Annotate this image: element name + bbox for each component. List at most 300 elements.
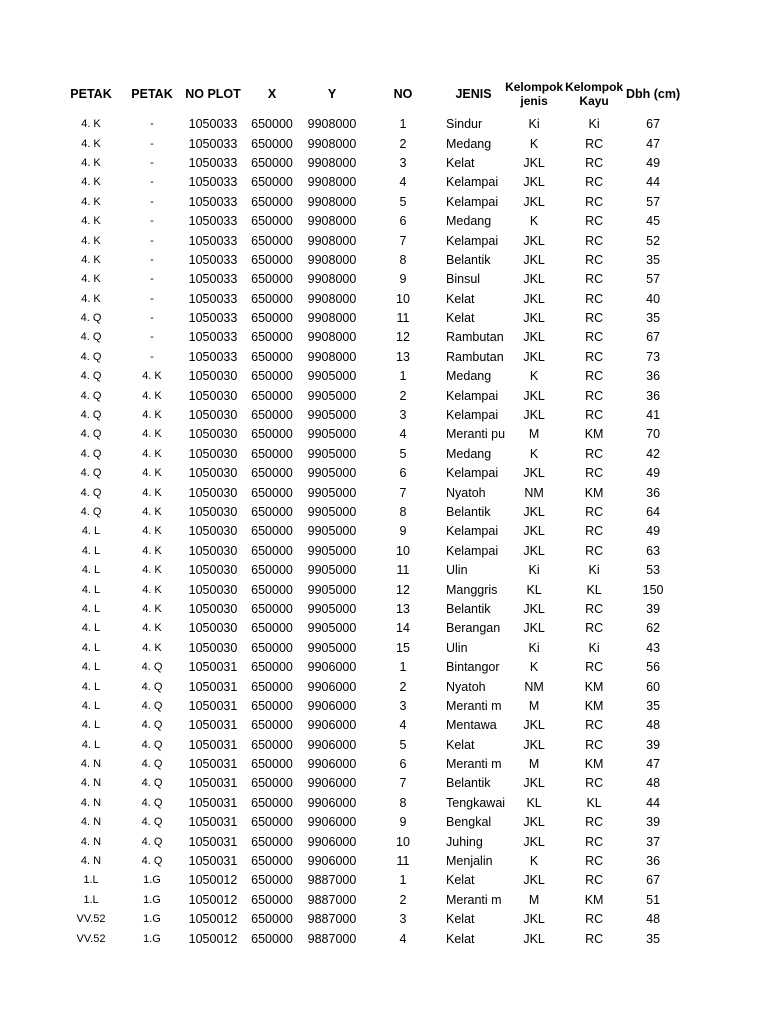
cell-kelompok-kayu: RC bbox=[585, 155, 604, 170]
cell-kelompok-jenis: K bbox=[529, 854, 539, 869]
cell-petak-2: 1.G bbox=[143, 874, 161, 887]
cell-petak-2: 4. Q bbox=[141, 758, 163, 771]
cell-petak: 4. Q bbox=[80, 428, 102, 441]
cell-no: 10 bbox=[396, 543, 410, 558]
cell-petak: 4. N bbox=[80, 758, 102, 771]
cell-kelompok-jenis: M bbox=[528, 698, 540, 713]
cell-kelompok-kayu: RC bbox=[585, 252, 604, 267]
table-row bbox=[60, 600, 681, 619]
cell-petak: 4. Q bbox=[80, 312, 102, 325]
table-row bbox=[60, 580, 681, 599]
cell-dbh: 41 bbox=[646, 408, 661, 423]
cell-x: 650000 bbox=[251, 873, 293, 888]
cell-petak: 4. L bbox=[81, 641, 101, 654]
cell-no-plot: 1050030 bbox=[188, 543, 238, 558]
cell-no: 15 bbox=[396, 640, 410, 655]
cell-kelompok-kayu: RC bbox=[585, 601, 604, 616]
cell-kelompok-jenis: JKL bbox=[523, 601, 545, 616]
cell-kelompok-jenis: KL bbox=[526, 582, 542, 597]
table-row bbox=[60, 929, 681, 948]
cell-no-plot: 1050030 bbox=[188, 640, 238, 655]
cell-no-plot: 1050031 bbox=[188, 854, 238, 869]
cell-kelompok-kayu: RC bbox=[585, 543, 604, 558]
cell-petak: 4. N bbox=[80, 835, 102, 848]
cell-petak: 4. L bbox=[81, 738, 101, 751]
cell-x: 650000 bbox=[251, 698, 293, 713]
cell-no: 5 bbox=[399, 194, 407, 209]
cell-no: 8 bbox=[399, 795, 407, 810]
table-row bbox=[60, 716, 681, 735]
cell-y: 9908000 bbox=[307, 291, 357, 306]
cell-x: 650000 bbox=[251, 737, 293, 752]
cell-dbh: 53 bbox=[646, 563, 661, 578]
cell-y: 9906000 bbox=[307, 834, 357, 849]
cell-y: 9905000 bbox=[307, 582, 357, 597]
cell-petak: 4. L bbox=[81, 602, 101, 615]
table-row bbox=[60, 115, 681, 134]
cell-petak: 4. Q bbox=[80, 467, 102, 480]
cell-no: 4 bbox=[399, 718, 407, 733]
table-row bbox=[60, 639, 681, 658]
cell-x: 650000 bbox=[251, 446, 293, 461]
cell-petak: 4. N bbox=[80, 855, 102, 868]
cell-petak-2: - bbox=[150, 215, 154, 228]
header-petak: PETAK bbox=[70, 86, 112, 101]
cell-x: 650000 bbox=[251, 505, 293, 519]
cell-dbh: 48 bbox=[646, 776, 661, 791]
table-row bbox=[60, 755, 681, 774]
cell-y: 9905000 bbox=[307, 505, 357, 519]
cell-kelompok-jenis: Ki bbox=[528, 563, 540, 578]
cell-y: 9908000 bbox=[307, 175, 357, 190]
cell-jenis: Ulin bbox=[446, 640, 468, 655]
cell-kelompok-kayu: RC bbox=[585, 272, 604, 287]
cell-kelompok-kayu: RC bbox=[585, 660, 604, 675]
cell-dbh: 36 bbox=[646, 388, 661, 403]
header-y: Y bbox=[327, 86, 337, 101]
cell-x: 650000 bbox=[251, 621, 293, 636]
cell-kelompok-kayu: RC bbox=[585, 505, 604, 519]
header-no-plot: NO PLOT bbox=[185, 86, 241, 101]
cell-kelompok-jenis: JKL bbox=[523, 718, 545, 733]
cell-kelompok-jenis: M bbox=[528, 427, 540, 442]
cell-no-plot: 1050030 bbox=[188, 563, 238, 578]
cell-kelompok-kayu: RC bbox=[585, 349, 604, 364]
cell-kelompok-jenis: JKL bbox=[523, 349, 545, 364]
cell-petak-2: - bbox=[150, 253, 154, 266]
cell-no: 7 bbox=[399, 776, 407, 791]
cell-no-plot: 1050033 bbox=[188, 291, 238, 306]
cell-y: 9908000 bbox=[307, 194, 357, 209]
cell-x: 650000 bbox=[251, 524, 293, 539]
cell-no-plot: 1050012 bbox=[188, 931, 238, 946]
cell-kelompok-jenis: JKL bbox=[523, 815, 545, 830]
cell-no-plot: 1050033 bbox=[188, 194, 238, 209]
cell-kelompok-jenis: JKL bbox=[523, 155, 545, 170]
table-row bbox=[60, 736, 681, 755]
cell-kelompok-jenis: JKL bbox=[523, 233, 545, 248]
cell-kelompok-kayu: RC bbox=[585, 175, 604, 190]
table-row bbox=[60, 658, 681, 677]
cell-no-plot: 1050031 bbox=[188, 679, 238, 694]
cell-kelompok-kayu: KM bbox=[584, 427, 604, 442]
cell-kelompok-jenis: K bbox=[529, 660, 539, 675]
cell-kelompok-jenis: JKL bbox=[523, 388, 545, 403]
cell-x: 650000 bbox=[251, 155, 293, 170]
table-row bbox=[60, 794, 681, 813]
cell-petak: 4. Q bbox=[80, 486, 102, 499]
cell-petak-2: - bbox=[150, 312, 154, 325]
table-row bbox=[60, 367, 681, 386]
cell-dbh: 51 bbox=[646, 892, 661, 907]
cell-kelompok-kayu: RC bbox=[585, 912, 604, 927]
cell-jenis: Kelat bbox=[446, 311, 475, 326]
cell-x: 650000 bbox=[251, 892, 293, 907]
cell-petak: 1.L bbox=[83, 893, 99, 906]
table-row bbox=[60, 231, 681, 250]
table-row bbox=[60, 328, 681, 347]
cell-no-plot: 1050031 bbox=[188, 698, 238, 713]
cell-petak: 4. L bbox=[81, 661, 101, 674]
cell-y: 9908000 bbox=[307, 233, 357, 248]
cell-y: 9906000 bbox=[307, 737, 357, 752]
cell-petak: 4. K bbox=[81, 215, 101, 228]
cell-jenis: Kelampai bbox=[446, 466, 499, 481]
cell-y: 9908000 bbox=[307, 311, 357, 326]
cell-petak-2: - bbox=[150, 331, 154, 344]
cell-kelompok-kayu: RC bbox=[585, 737, 604, 752]
cell-x: 650000 bbox=[251, 718, 293, 733]
cell-no: 2 bbox=[399, 892, 407, 907]
cell-y: 9905000 bbox=[307, 427, 357, 442]
cell-petak: 4. K bbox=[81, 195, 101, 208]
table-row bbox=[60, 677, 681, 696]
cell-no: 4 bbox=[399, 427, 407, 442]
cell-kelompok-kayu: RC bbox=[585, 776, 604, 791]
table-row bbox=[60, 134, 681, 153]
header-kelompok-kayu: Kelompok Kayu bbox=[565, 80, 624, 108]
cell-no-plot: 1050030 bbox=[188, 524, 238, 539]
cell-kelompok-kayu: RC bbox=[585, 466, 604, 481]
cell-x: 650000 bbox=[251, 795, 293, 810]
cell-y: 9905000 bbox=[307, 601, 357, 616]
cell-kelompok-jenis: JKL bbox=[523, 194, 545, 209]
cell-no-plot: 1050030 bbox=[188, 427, 238, 442]
cell-jenis: Belantik bbox=[446, 601, 491, 616]
cell-petak-2: 4. K bbox=[142, 467, 162, 480]
cell-x: 650000 bbox=[251, 834, 293, 849]
cell-jenis: Kelampai bbox=[446, 233, 499, 248]
cell-y: 9906000 bbox=[307, 679, 357, 694]
table-row bbox=[60, 852, 681, 871]
cell-kelompok-kayu: RC bbox=[585, 873, 604, 888]
cell-jenis: Belantik bbox=[446, 776, 491, 791]
table-row bbox=[60, 386, 681, 405]
cell-x: 650000 bbox=[251, 388, 293, 403]
table-row bbox=[60, 503, 681, 522]
cell-y: 9905000 bbox=[307, 369, 357, 384]
cell-jenis: Medang bbox=[446, 369, 492, 384]
cell-kelompok-jenis: JKL bbox=[523, 272, 545, 287]
cell-jenis: Juhing bbox=[446, 834, 483, 849]
cell-x: 650000 bbox=[251, 815, 293, 830]
cell-no-plot: 1050031 bbox=[188, 815, 238, 830]
cell-no: 2 bbox=[399, 388, 407, 403]
cell-jenis: Rambutan bbox=[446, 330, 504, 345]
cell-y: 9905000 bbox=[307, 524, 357, 539]
cell-no: 5 bbox=[399, 446, 407, 461]
cell-no-plot: 1050012 bbox=[188, 873, 238, 888]
cell-kelompok-kayu: Ki bbox=[588, 117, 600, 132]
cell-dbh: 70 bbox=[646, 427, 661, 442]
cell-kelompok-kayu: KL bbox=[586, 795, 602, 810]
cell-petak-2: 4. Q bbox=[141, 738, 163, 751]
cell-x: 650000 bbox=[251, 640, 293, 655]
cell-no-plot: 1050033 bbox=[188, 311, 238, 326]
cell-dbh: 47 bbox=[646, 136, 661, 151]
cell-no-plot: 1050030 bbox=[188, 408, 238, 423]
cell-x: 650000 bbox=[251, 194, 293, 209]
cell-y: 9908000 bbox=[307, 330, 357, 345]
table-row bbox=[60, 871, 681, 890]
cell-y: 9908000 bbox=[307, 214, 357, 229]
cell-jenis: Tengkawai bbox=[446, 795, 506, 810]
cell-y: 9887000 bbox=[307, 873, 357, 888]
cell-kelompok-jenis: JKL bbox=[523, 505, 545, 519]
cell-no: 1 bbox=[399, 660, 407, 675]
cell-x: 650000 bbox=[251, 854, 293, 869]
cell-petak: 4. K bbox=[81, 253, 101, 266]
table-row bbox=[60, 290, 681, 309]
cell-jenis: Kelat bbox=[446, 155, 475, 170]
cell-petak-2: - bbox=[150, 350, 154, 363]
table-row bbox=[60, 774, 681, 793]
cell-jenis: Kelat bbox=[446, 291, 475, 306]
cell-x: 650000 bbox=[251, 369, 293, 384]
cell-petak-2: - bbox=[150, 176, 154, 189]
cell-petak: 4. Q bbox=[80, 409, 102, 422]
cell-kelompok-jenis: JKL bbox=[523, 931, 545, 946]
cell-petak-2: 4. K bbox=[142, 370, 162, 383]
cell-kelompok-jenis: K bbox=[529, 369, 539, 384]
cell-kelompok-kayu: Ki bbox=[588, 640, 600, 655]
cell-x: 650000 bbox=[251, 776, 293, 791]
cell-no: 8 bbox=[399, 505, 407, 519]
cell-dbh: 35 bbox=[646, 252, 661, 267]
cell-dbh: 42 bbox=[646, 446, 661, 461]
cell-kelompok-jenis: JKL bbox=[523, 330, 545, 345]
cell-dbh: 56 bbox=[646, 660, 661, 675]
cell-x: 650000 bbox=[251, 427, 293, 442]
cell-no: 6 bbox=[399, 214, 407, 229]
cell-y: 9905000 bbox=[307, 543, 357, 558]
cell-no: 7 bbox=[399, 233, 407, 248]
cell-dbh: 39 bbox=[646, 737, 661, 752]
cell-kelompok-jenis: JKL bbox=[523, 737, 545, 752]
table-row bbox=[60, 193, 681, 212]
cell-y: 9905000 bbox=[307, 388, 357, 403]
cell-dbh: 150 bbox=[642, 582, 664, 597]
cell-no: 6 bbox=[399, 466, 407, 481]
cell-petak-2: 4. K bbox=[142, 544, 162, 557]
data-table bbox=[60, 78, 681, 949]
cell-no-plot: 1050033 bbox=[188, 117, 238, 132]
cell-petak-2: 1.G bbox=[143, 913, 161, 926]
cell-petak: 4. Q bbox=[80, 447, 102, 460]
cell-petak-2: 4. K bbox=[142, 428, 162, 441]
cell-petak: 4. K bbox=[81, 176, 101, 189]
cell-petak: 4. N bbox=[80, 816, 102, 829]
header-petak-2: PETAK bbox=[131, 86, 173, 101]
cell-petak: VV.52 bbox=[76, 932, 106, 945]
cell-jenis: Kelampai bbox=[446, 175, 499, 190]
cell-petak: 4. K bbox=[81, 156, 101, 169]
cell-kelompok-kayu: RC bbox=[585, 446, 604, 461]
cell-x: 650000 bbox=[251, 582, 293, 597]
cell-dbh: 36 bbox=[646, 854, 661, 869]
cell-x: 650000 bbox=[251, 272, 293, 287]
cell-x: 650000 bbox=[251, 931, 293, 946]
cell-kelompok-kayu: KM bbox=[584, 679, 604, 694]
cell-jenis: Kelampai bbox=[446, 194, 499, 209]
cell-x: 650000 bbox=[251, 311, 293, 326]
cell-no-plot: 1050031 bbox=[188, 757, 238, 772]
table-row bbox=[60, 270, 681, 289]
cell-y: 9906000 bbox=[307, 718, 357, 733]
cell-kelompok-kayu: Ki bbox=[588, 563, 600, 578]
cell-petak: 1.L bbox=[83, 874, 99, 887]
cell-no: 8 bbox=[399, 252, 407, 267]
cell-no-plot: 1050033 bbox=[188, 330, 238, 345]
cell-y: 9905000 bbox=[307, 563, 357, 578]
cell-kelompok-kayu: KM bbox=[584, 485, 604, 500]
cell-y: 9905000 bbox=[307, 446, 357, 461]
cell-jenis: Belantik bbox=[446, 252, 491, 267]
cell-dbh: 40 bbox=[646, 291, 661, 306]
cell-dbh: 43 bbox=[646, 640, 661, 655]
cell-no: 12 bbox=[396, 330, 410, 345]
cell-no: 2 bbox=[399, 136, 407, 151]
cell-dbh: 37 bbox=[646, 834, 661, 849]
cell-x: 650000 bbox=[251, 252, 293, 267]
cell-jenis: Sindur bbox=[446, 117, 483, 132]
cell-jenis: Bintangor bbox=[446, 660, 500, 675]
cell-y: 9905000 bbox=[307, 640, 357, 655]
cell-jenis: Kelampai bbox=[446, 543, 499, 558]
cell-petak: 4. L bbox=[81, 544, 101, 557]
cell-petak: 4. K bbox=[81, 292, 101, 305]
cell-x: 650000 bbox=[251, 175, 293, 190]
table-row bbox=[60, 212, 681, 231]
cell-kelompok-kayu: RC bbox=[585, 369, 604, 384]
cell-kelompok-kayu: RC bbox=[585, 718, 604, 733]
cell-kelompok-jenis: JKL bbox=[523, 621, 545, 636]
cell-no-plot: 1050030 bbox=[188, 446, 238, 461]
cell-y: 9905000 bbox=[307, 485, 357, 500]
cell-dbh: 35 bbox=[646, 311, 661, 326]
cell-x: 650000 bbox=[251, 349, 293, 364]
cell-dbh: 64 bbox=[646, 505, 661, 519]
cell-dbh: 48 bbox=[646, 912, 661, 927]
cell-no-plot: 1050033 bbox=[188, 136, 238, 151]
cell-kelompok-jenis: NM bbox=[524, 679, 544, 694]
cell-kelompok-jenis: JKL bbox=[523, 311, 545, 326]
cell-no-plot: 1050031 bbox=[188, 737, 238, 752]
cell-no: 14 bbox=[396, 621, 410, 636]
cell-jenis: Mentawa bbox=[446, 718, 497, 733]
cell-jenis: Kelat bbox=[446, 737, 475, 752]
cell-jenis: Kelat bbox=[446, 912, 475, 927]
cell-no-plot: 1050030 bbox=[188, 505, 238, 519]
cell-kelompok-kayu: RC bbox=[585, 408, 604, 423]
table-row bbox=[60, 445, 681, 464]
cell-dbh: 47 bbox=[646, 757, 661, 772]
cell-petak: 4. L bbox=[81, 564, 101, 577]
cell-no-plot: 1050033 bbox=[188, 272, 238, 287]
cell-petak: 4. L bbox=[81, 719, 101, 732]
cell-kelompok-kayu: RC bbox=[585, 311, 604, 326]
cell-petak-2: 4. K bbox=[142, 409, 162, 422]
cell-y: 9906000 bbox=[307, 660, 357, 675]
table-row bbox=[60, 910, 681, 929]
cell-petak-2: - bbox=[150, 234, 154, 247]
cell-y: 9908000 bbox=[307, 117, 357, 132]
cell-no-plot: 1050030 bbox=[188, 582, 238, 597]
cell-kelompok-jenis: JKL bbox=[523, 291, 545, 306]
table-row bbox=[60, 309, 681, 328]
table-row bbox=[60, 891, 681, 910]
cell-dbh: 73 bbox=[646, 349, 661, 364]
cell-dbh: 60 bbox=[646, 679, 661, 694]
table-row bbox=[60, 483, 681, 502]
cell-no: 4 bbox=[399, 175, 407, 190]
cell-jenis: Meranti pu bbox=[446, 427, 506, 442]
cell-no: 1 bbox=[399, 117, 407, 132]
table-row bbox=[60, 542, 681, 561]
cell-petak: 4. K bbox=[81, 273, 101, 286]
cell-x: 650000 bbox=[251, 601, 293, 616]
cell-no-plot: 1050031 bbox=[188, 795, 238, 810]
cell-no: 12 bbox=[396, 582, 410, 597]
cell-y: 9905000 bbox=[307, 621, 357, 636]
cell-kelompok-jenis: JKL bbox=[523, 524, 545, 539]
cell-y: 9908000 bbox=[307, 136, 357, 151]
cell-dbh: 35 bbox=[646, 698, 661, 713]
cell-petak-2: 4. Q bbox=[141, 699, 163, 712]
table-row bbox=[60, 348, 681, 367]
cell-kelompok-kayu: KL bbox=[586, 582, 602, 597]
cell-no: 7 bbox=[399, 485, 407, 500]
cell-petak-2: 4. K bbox=[142, 389, 162, 402]
cell-petak-2: - bbox=[150, 156, 154, 169]
cell-no: 4 bbox=[399, 931, 407, 946]
cell-x: 650000 bbox=[251, 214, 293, 229]
cell-petak: 4. L bbox=[81, 680, 101, 693]
cell-kelompok-jenis: JKL bbox=[523, 252, 545, 267]
table-row bbox=[60, 619, 681, 638]
cell-no-plot: 1050030 bbox=[188, 485, 238, 500]
cell-kelompok-jenis: K bbox=[529, 136, 539, 151]
cell-jenis: Binsul bbox=[446, 272, 481, 287]
cell-jenis: Berangan bbox=[446, 621, 501, 636]
table-row bbox=[60, 251, 681, 270]
cell-jenis: Rambutan bbox=[446, 349, 504, 364]
cell-dbh: 49 bbox=[646, 155, 661, 170]
table-row bbox=[60, 697, 681, 716]
cell-petak-2: 4. Q bbox=[141, 661, 163, 674]
cell-petak-2: 4. Q bbox=[141, 680, 163, 693]
cell-petak: 4. K bbox=[81, 137, 101, 150]
